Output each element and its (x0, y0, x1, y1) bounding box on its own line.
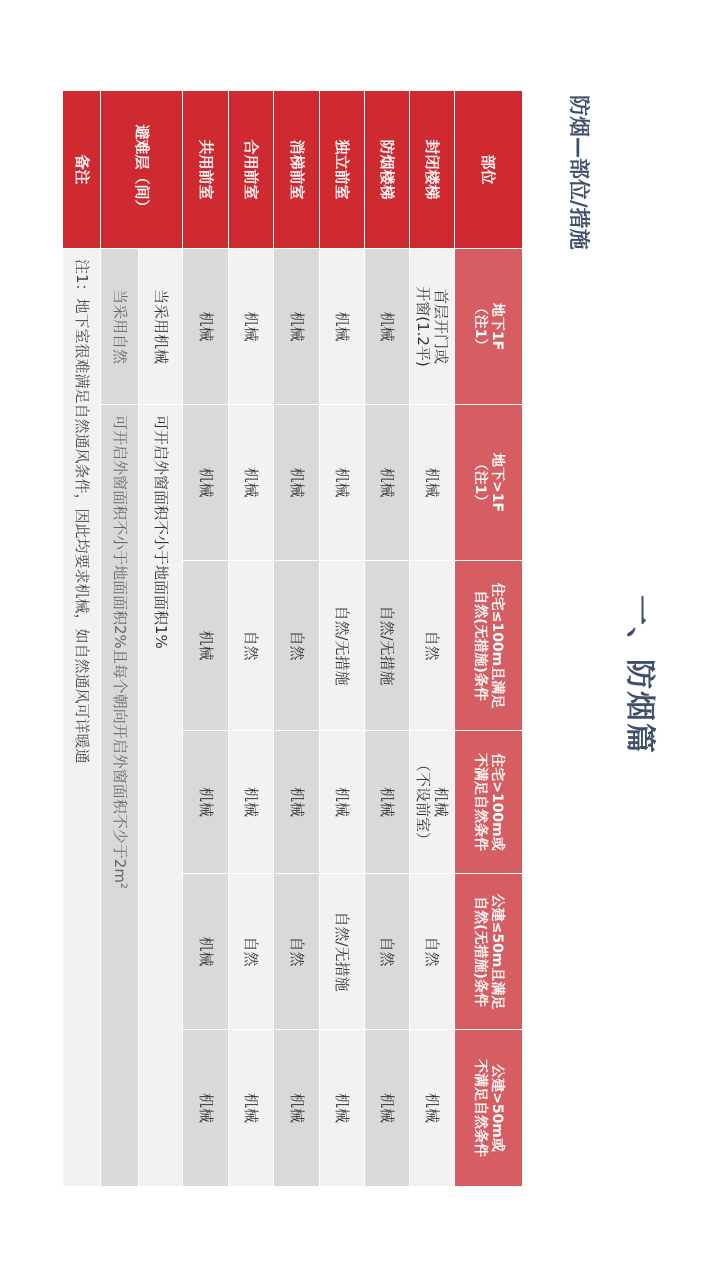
table-cell: 自然 (229, 874, 274, 1030)
row-label: 共用前室 (183, 91, 229, 249)
refuge-row-natural (101, 91, 139, 1187)
row-label: 封闭楼梯 (409, 91, 454, 249)
refuge-row-mechanical (139, 91, 183, 1187)
table-row (229, 91, 274, 1187)
table-cell: 机械 (183, 561, 229, 731)
table-cell: 机械 (364, 731, 409, 874)
header-cell: 公建≤50m且满足 自然(无措施)条件 (454, 874, 522, 1030)
table-cell: 机械 (229, 249, 274, 405)
table-cell: 机械 (364, 1030, 409, 1187)
smoke-prevention-table (62, 90, 523, 1187)
header-row (454, 91, 522, 1187)
table-row (183, 91, 229, 1187)
header-cell: 住宅≤100m且满足 自然(无措施)条件 (454, 561, 522, 731)
table-row (364, 91, 409, 1187)
table-cell: 机械 (319, 731, 364, 874)
table-row (319, 91, 364, 1187)
table-cell: 机械 （不设前室） (409, 731, 454, 874)
table-cell: 机械 (274, 731, 319, 874)
refuge-natural-label: 当采用自然 (101, 249, 139, 405)
table-cell: 机械 (183, 405, 229, 561)
refuge-mechanical-label: 当采用机械 (139, 249, 183, 405)
table-cell: 机械 (319, 249, 364, 405)
table-cell: 自然 (274, 561, 319, 731)
table-cell: 首层开门或 开窗(1.2平) (409, 249, 454, 405)
section-subtitle: 防烟—部位/措施 (567, 95, 591, 250)
table-cell: 自然/无措施 (319, 561, 364, 731)
table-cell: 机械 (183, 874, 229, 1030)
header-cell: 公建>50m或 不满足自然条件 (454, 1030, 522, 1187)
unit-superscript: 2 (117, 882, 128, 889)
table-cell: 机械 (274, 1030, 319, 1187)
header-cell: 住宅>100m或 不满足自然条件 (454, 731, 522, 874)
row-label: 独立前室 (319, 91, 364, 249)
table-cell: 自然 (409, 874, 454, 1030)
table-cell: 自然/无措施 (319, 874, 364, 1030)
remark-text: 注1：地下室很难满足自然通风条件，因此均要求机械，如自然通风可详暖通 (63, 249, 101, 1187)
header-cell: 地下1F （注1） (454, 249, 522, 405)
table-cell: 机械 (183, 249, 229, 405)
table-cell: 机械 (409, 1030, 454, 1187)
table-cell: 机械 (183, 1030, 229, 1187)
table-cell: 机械 (274, 405, 319, 561)
table-cell: 机械 (183, 731, 229, 874)
table-cell: 机械 (364, 249, 409, 405)
table-cell: 机械 (364, 405, 409, 561)
page-title: 一、防烟篇 (622, 595, 657, 755)
table-cell: 机械 (229, 731, 274, 874)
row-label-remark: 备注 (63, 91, 101, 249)
table-cell: 自然/无措施 (364, 561, 409, 731)
table-cell: 自然 (229, 561, 274, 731)
header-cell: 部位 (454, 91, 522, 249)
refuge-natural-text: 可开启外窗面积不小于地面面积2%且每个朝向开启外窗面积不少于2m (110, 415, 129, 883)
refuge-natural-cell (101, 405, 139, 1187)
row-label: 防烟楼梯 (364, 91, 409, 249)
table-row (409, 91, 454, 1187)
table-cell: 机械 (319, 1030, 364, 1187)
table-cell: 机械 (319, 405, 364, 561)
table-cell: 自然 (364, 874, 409, 1030)
refuge-mechanical-text: 可开启外窗面积不小于地面面积1% (139, 405, 183, 1187)
table-cell: 机械 (274, 249, 319, 405)
remark-row (63, 91, 101, 1187)
header-cell: 地下>1F （注1） (454, 405, 522, 561)
table-row (274, 91, 319, 1187)
table-cell: 自然 (409, 561, 454, 731)
row-label-refuge: 避难层（间） (101, 91, 183, 249)
table-cell: 自然 (274, 874, 319, 1030)
row-label: 合用前室 (229, 91, 274, 249)
table-cell: 机械 (229, 405, 274, 561)
table-cell: 机械 (409, 405, 454, 561)
table-cell: 机械 (229, 1030, 274, 1187)
row-label: 消梯前室 (274, 91, 319, 249)
